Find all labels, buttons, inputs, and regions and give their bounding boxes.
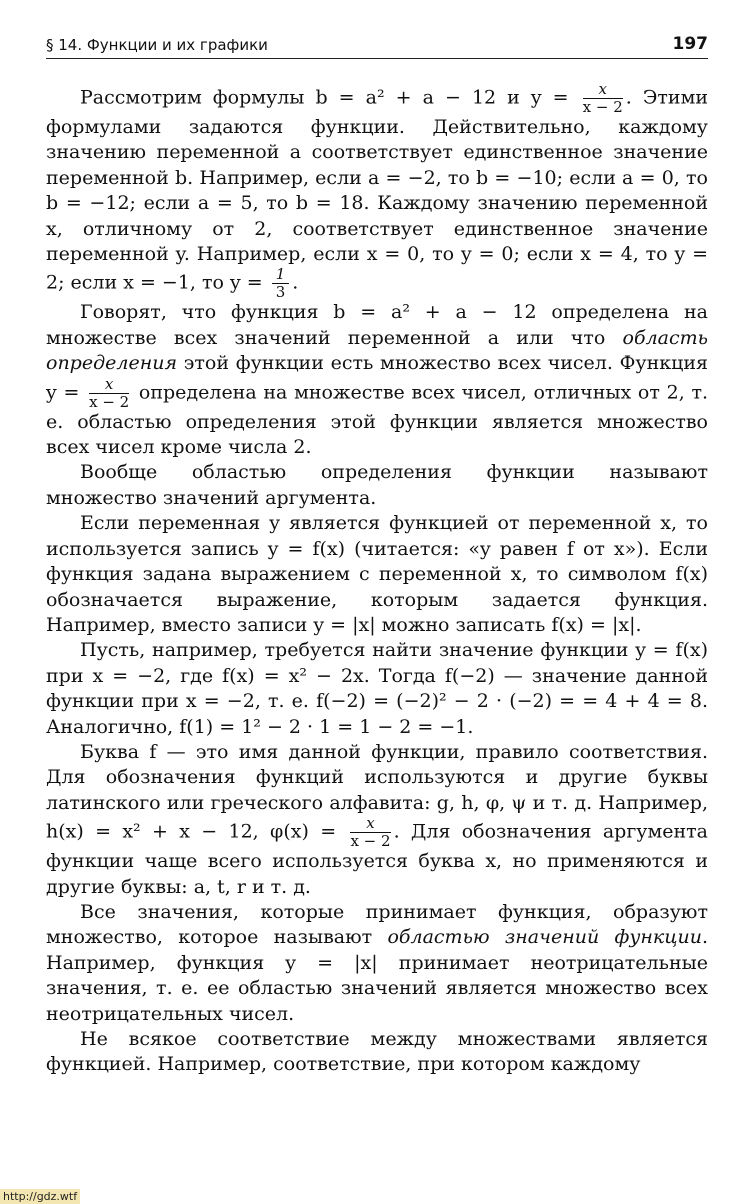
paragraph-5: Пусть, например, требуется найти значение функции y = f(x) при x = −2, где f(x) = x² − 2x. Тогда f(−2) — значение данной функции при x = −2, т. е. f(−2) = (−2)² − 2 · (−2) = = 4 + 4 = 8. Аналогично, f(1) = 1² − 2 · 1 = 1 − 2 = −1. (46, 639, 708, 738)
fraction-x-over-x-minus-2 (350, 816, 390, 849)
paragraph-4: Если переменная y является функцией от переменной x, то используется запись y = f(x) (читается: «y равен f от x»). Если функция задана выражением с переменной x, то символом f(x) обозначается выражение, которым задается функция. Например, вместо записи y = |x| можно записать f(x) = |x|. (46, 512, 708, 636)
p7-text-b: . Например, функция y = |x| принимает неотрицательные значения, т. е. ее областью значений является множество всех неотрицательных чисел. (46, 926, 708, 1025)
watermark-link[interactable]: http://gdz.wtf (0, 1189, 80, 1204)
page-number: 197 (672, 34, 708, 54)
p2-text-c: определена на множестве всех чисел, отличных от 2, т. е. областью определения этой функции является множество всех чисел кроме числа 2. (46, 381, 708, 459)
section-title: § 14. Функции и их графики (46, 36, 268, 54)
p7-text-a: Все значения, которые принимает функция, образуют множество, которое называют (46, 900, 708, 949)
paragraph-1 (46, 82, 708, 300)
p1-text-a: Рассмотрим формулы b = a² + a − 12 и y = (80, 86, 580, 109)
page-body (46, 82, 708, 1078)
frac-numerator: x (89, 377, 129, 394)
p6-text-b: . Для обозначения аргумента функции чаще всего используется буква x, но применяются и другие буквы: a, t, r и т. д. (46, 820, 709, 898)
paragraph-6 (46, 740, 708, 900)
paragraph-3: Вообще областью определения функции называют множество значений аргумента. (46, 461, 708, 509)
paragraph-2 (46, 300, 708, 460)
fraction-x-over-x-minus-2 (583, 82, 623, 115)
frac-denominator: x − 2 (89, 392, 130, 411)
p1-text-b: . Этими формулами задаются функции. Действительно, каждому значению переменной a соответствует единственное значение переменной b. Например, если a = −2, то b = −10; если a = 0, то b = −12; если a = 5, то b = 18. Каждому значению переменной x, отличному от 2, соответствует единственное значение переменной y. Например, если x = 0, то y = 0; если x = 4, то y = 2; если x = −1, то y = (46, 86, 709, 294)
frac-denominator: x − 2 (582, 98, 623, 116)
p6-text-a: Буква f — это имя данной функции, правило соответствия. Для обозначения функций используются и другие буквы латинского или греческого алфавита: g, h, φ, ψ и т. д. Например, h(x) = x² + x − 12, φ(x) = (46, 740, 708, 843)
frac-denominator: 3 (275, 283, 286, 302)
page-header (46, 34, 708, 59)
fraction-x-over-x-minus-2 (89, 374, 130, 411)
p2-text-a: Говорят, что функция b = a² + a − 12 определена на множестве всех значений переменной a или что (46, 301, 708, 349)
p1-text-c: . (292, 271, 299, 294)
p2-text-b: этой функции есть множество всех чисел. Функция y = (46, 352, 708, 404)
frac-numerator: 1 (272, 267, 290, 284)
fraction-one-third (272, 267, 290, 300)
paragraph-8: Не всякое соответствие между множествами является функцией. Например, соответствие, при котором каждому (46, 1028, 708, 1076)
frac-numerator: x (350, 816, 390, 833)
frac-numerator: x (583, 82, 623, 99)
term-domain: область определения (46, 326, 708, 375)
frac-denominator: x − 2 (350, 832, 391, 851)
paragraph-7 (46, 900, 708, 1027)
term-range: областью значений функции (387, 926, 702, 949)
